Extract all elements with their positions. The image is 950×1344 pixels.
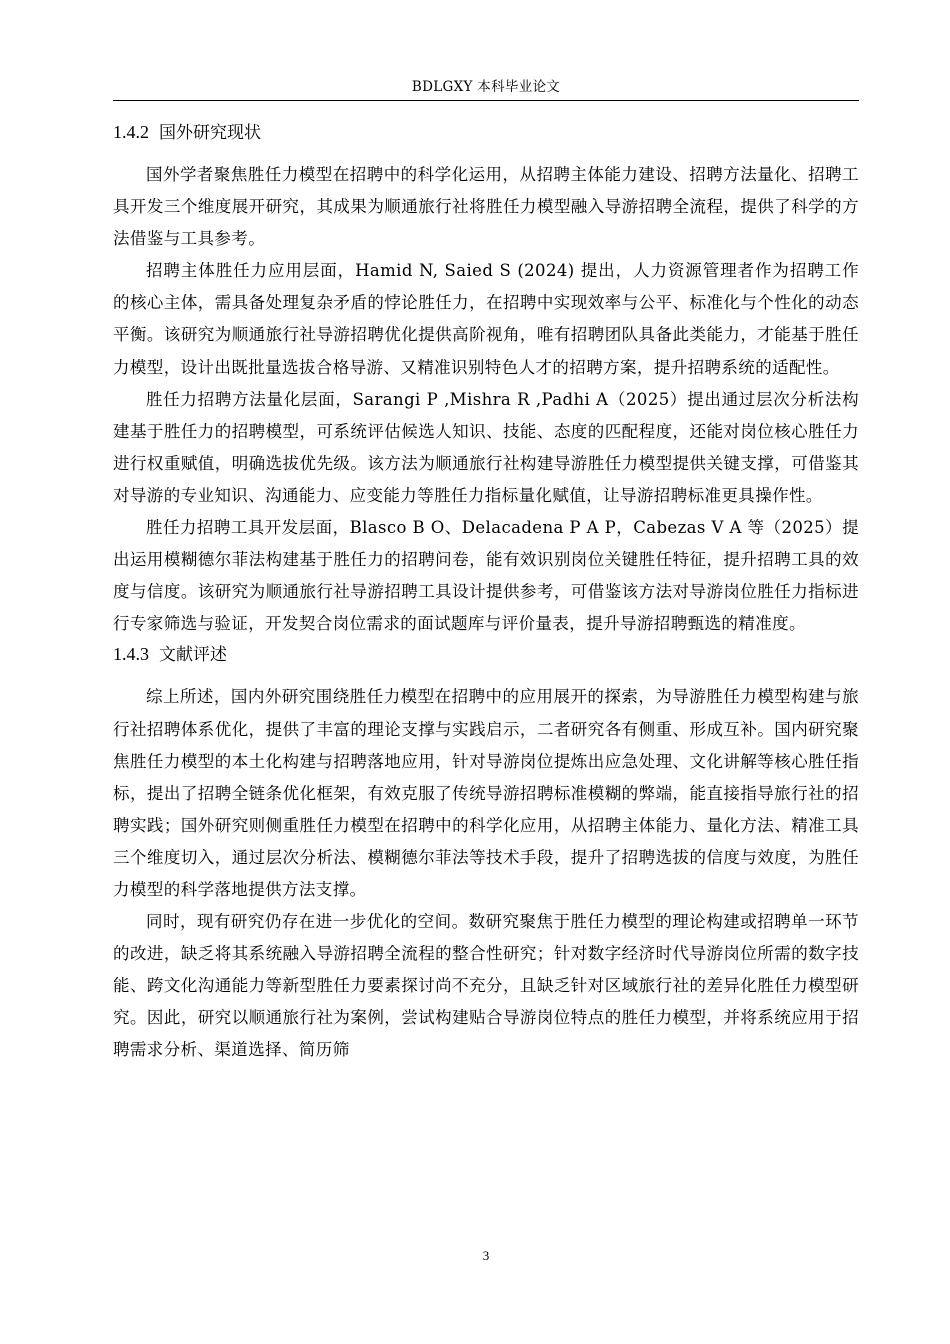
page-content [113, 118, 859, 1067]
section-heading-literature-review [113, 640, 859, 668]
header-rule [113, 100, 859, 101]
section-heading-foreign-research [113, 118, 859, 146]
running-header: BDLGXY 本科毕业论文 [411, 79, 561, 95]
section-number: 1.4.3 [113, 644, 149, 665]
paragraph: 综上所述，国内外研究围绕胜任力模型在招聘中的应用展开的探索，为导游胜任力模型构建与旅行社招聘体系优化，提供了丰富的理论支撑与实践启示，二者研究各有侧重、形成互补。国内研究聚焦胜任力模型的本土化构建与招聘落地应用，针对导游岗位提炼出应急处理、文化讲解等核心胜任指标，提出了招聘全链条优化框架，有效克服了传统导游招聘标准模糊的弊端，能直接指导旅行社的招聘实践；国外研究则侧重胜任力模型在招聘中的科学化应用，从招聘主体能力、量化方法、精准工具三个维度切入，通过层次分析法、模糊德尔菲法等技术手段，提升了招聘选拔的信度与效度，为胜任力模型的科学落地提供方法支撑。 [113, 687, 859, 899]
section-number: 1.4.2 [113, 122, 149, 142]
section-title: 文献评述 [159, 645, 227, 666]
paragraph: 国外学者聚焦胜任力模型在招聘中的科学化运用，从招聘主体能力建设、招聘方法量化、招聘工具开发三个维度展开研究，其成果为顺通旅行社将胜任力模型融入导游招聘全流程，提供了科学的方法借鉴与工具参考。 [113, 165, 859, 249]
section-title: 国外研究现状 [159, 123, 261, 143]
paragraph: 同时，现有研究仍存在进一步优化的空间。数研究聚焦于胜任力模型的理论构建或招聘单一环节的改进，缺乏将其系统融入导游招聘全流程的整合性研究；针对数字经济时代导游岗位所需的数字技能、跨文化沟通能力等新型胜任力要素探讨尚不充分，且缺乏针对区域旅行社的差异化胜任力模型研究。因此，研究以顺通旅行社为案例，尝试构建贴合导游岗位特点的胜任力模型，并将系统应用于招聘需求分析、渠道选择、简历筛 [113, 912, 859, 1060]
page-number: 3 [482, 1248, 490, 1263]
paragraph: 胜任力招聘工具开发层面，Blasco B O、Delacadena P A P，Cabezas V A 等（2025）提出运用模糊德尔菲法构建基于胜任力的招聘问卷，能有效识别岗位关键胜任特征，提升招聘工具的效度与信度。该研究为顺通旅行社导游招聘工具设计提供参考，可借鉴该方法对导游岗位胜任力指标进行专家筛选与验证，开发契合岗位需求的面试题库与评价量表，提升导游招聘甄选的精准度。 [113, 518, 859, 634]
paragraph: 胜任力招聘方法量化层面，Sarangi P ,Mishra R ,Padhi A（2025）提出通过层次分析法构建基于胜任力的招聘模型，可系统评估候选人知识、技能、态度的匹配程度，还能对岗位核心胜任力进行权重赋值，明确选拔优先级。该方法为顺通旅行社构建导游胜任力模型提供关键支撑，可借鉴其对导游的专业知识、沟通能力、应变能力等胜任力指标量化赋值，让导游招聘标准更具操作性。 [113, 389, 859, 505]
paragraph: 招聘主体胜任力应用层面，Hamid N, Saied S (2024) 提出，人力资源管理者作为招聘工作的核心主体，需具备处理复杂矛盾的悖论胜任力，在招聘中实现效率与公平、标准化与个性化的动态平衡。该研究为顺通旅行社导游招聘优化提供高阶视角，唯有招聘团队具备此类能力，才能基于胜任力模型，设计出既批量选拔合格导游、又精准识别特色人才的招聘方案，提升招聘系统的适配性。 [113, 261, 859, 377]
